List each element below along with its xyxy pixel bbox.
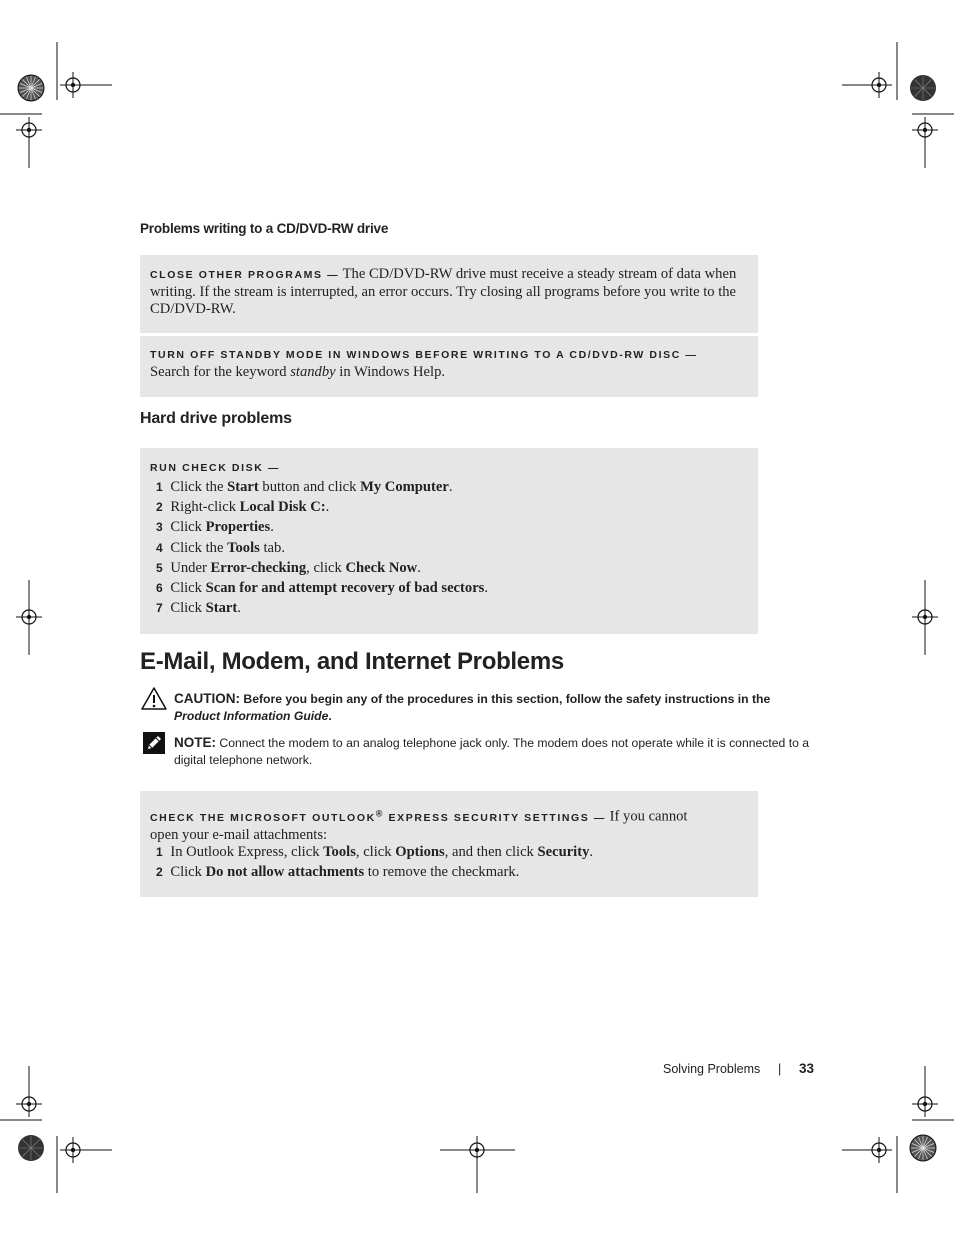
step-text: Click <box>170 519 202 536</box>
step-text: . <box>237 600 241 617</box>
step-text: In Outlook Express, click <box>170 844 320 860</box>
step-item <box>156 540 285 557</box>
caution-notice: CAUTION: Before you begin any of the procedures in this section, follow the safety instructions in the Product Information Guide. <box>174 691 771 723</box>
note-text: Connect the modem to an analog telephone jack only. The modem does not operate while it is connected to a digital telephone network. <box>174 736 810 767</box>
step-text: Click <box>170 864 202 880</box>
caution-guide-title: Product Information Guide <box>174 709 329 723</box>
page-number: 33 <box>799 1061 815 1076</box>
ui-term: Security <box>537 844 590 860</box>
tip-body: If you cannot open your e-mail attachments: <box>150 808 688 843</box>
step-number: 5 <box>156 560 163 575</box>
step-item <box>156 519 274 536</box>
step-text: Click <box>170 600 202 617</box>
step-text: . <box>325 499 330 516</box>
ui-term: Start <box>205 600 238 617</box>
step-text: . <box>448 479 453 495</box>
tip-turn-off-standby <box>140 336 758 397</box>
step-item <box>156 580 488 597</box>
step-text: . <box>484 580 489 596</box>
step-text: tab. <box>263 539 285 556</box>
step-text: , click <box>306 559 342 576</box>
step-number: 1 <box>156 845 163 859</box>
step-number: 1 <box>156 480 163 494</box>
ui-term: Scan for and attempt recovery of bad sectors <box>205 580 485 596</box>
step-number: 6 <box>156 581 163 595</box>
tip-run-check-disk <box>140 448 758 634</box>
tip-title: CHECK THE MICROSOFT OUTLOOK® EXPRESS SECURITY SETTINGS — <box>150 808 607 824</box>
footer-separator: | <box>778 1062 782 1076</box>
step-number: 2 <box>156 865 163 879</box>
pencil-note-icon <box>143 732 165 754</box>
step-item <box>156 600 241 617</box>
hard-drive-heading: Hard drive problems <box>140 410 292 427</box>
step-text: . <box>270 519 274 536</box>
step-text: Click the <box>170 539 224 556</box>
caution-label: CAUTION: <box>174 691 240 706</box>
ui-term: Check Now <box>345 559 418 576</box>
tip-body-post: in Windows Help. <box>339 364 446 380</box>
tip-title: RUN CHECK DISK — <box>150 462 281 474</box>
ui-term: Tools <box>227 539 260 556</box>
ui-term: Start <box>227 479 259 495</box>
step-number: 3 <box>156 520 163 535</box>
warning-triangle-icon <box>140 686 168 712</box>
ui-term: Do not allow attachments <box>205 864 365 880</box>
step-text: , click <box>355 844 392 860</box>
step-number: 2 <box>156 500 163 515</box>
step-text: to remove the checkmark. <box>367 864 520 880</box>
cd-dvd-rw-heading: Problems writing to a CD/DVD-RW drive <box>140 221 389 236</box>
tip-title: CLOSE OTHER PROGRAMS — <box>150 269 340 281</box>
tip-outlook-security <box>140 791 758 897</box>
ui-term: Local Disk C: <box>239 499 326 516</box>
ui-term: Tools <box>323 844 356 860</box>
note-label: NOTE: <box>174 735 216 750</box>
step-text: Under <box>170 559 207 576</box>
tip-body: The CD/DVD-RW drive must receive a steady stream of data when writing. If the stream is interrupted, an error occurs. Try closing all programs before you write to the CD/DVD-RW. <box>150 266 737 317</box>
step-text: Click the <box>170 479 224 495</box>
tip-close-programs <box>140 255 758 333</box>
footer-section-title: Solving Problems <box>663 1062 761 1076</box>
step-item <box>156 864 519 881</box>
step-number: 7 <box>156 601 163 616</box>
email-modem-internet-heading: E-Mail, Modem, and Internet Problems <box>140 648 564 675</box>
step-text: . <box>589 844 594 860</box>
tip-body-keyword: standby <box>290 364 336 380</box>
step-text: . <box>417 559 421 576</box>
step-item <box>156 560 421 577</box>
step-item <box>156 499 329 516</box>
step-text: , and then click <box>444 844 534 860</box>
tip-body-pre: Search for the keyword <box>150 364 287 380</box>
caution-text: Before you begin any of the procedures in this section, follow the safety instructions in the <box>243 692 771 706</box>
step-number: 4 <box>156 540 163 555</box>
registration-mark-icon: ® <box>375 808 385 818</box>
ui-term: Error-checking <box>210 559 307 576</box>
step-text: Click <box>170 580 202 596</box>
ui-term: Options <box>395 844 445 860</box>
ui-term: Properties <box>205 519 271 536</box>
step-text: button and click <box>262 479 357 495</box>
ui-term: My Computer <box>360 479 449 495</box>
note-notice <box>174 734 814 769</box>
step-item <box>156 844 593 861</box>
tip-title: TURN OFF STANDBY MODE IN WINDOWS BEFORE WRITING TO A CD/DVD-RW DISC — <box>150 349 698 361</box>
step-item <box>156 479 453 496</box>
step-text: Right-click <box>170 499 237 516</box>
